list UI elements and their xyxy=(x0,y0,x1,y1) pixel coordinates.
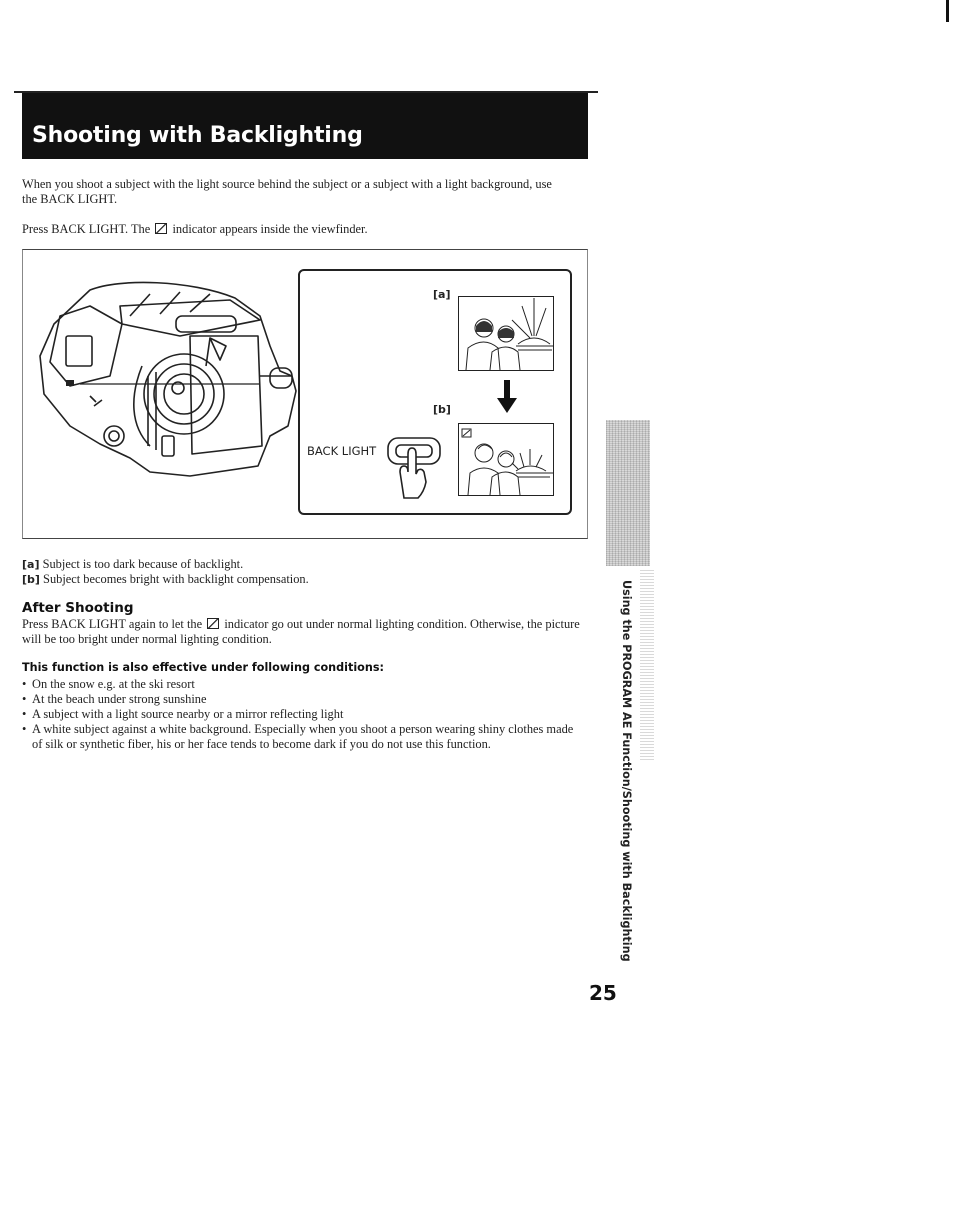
caption-b xyxy=(22,572,582,587)
conditions-list xyxy=(22,677,582,752)
list-item: • At the beach under strong sunshine xyxy=(22,692,582,707)
header-bar xyxy=(22,93,588,159)
after-text-after: indicator go out under normal lighting condition. Otherwise, the picture will be too bright under normal lighting condition. xyxy=(22,617,580,646)
section-tab-label xyxy=(620,580,634,962)
after-text-before: Press BACK LIGHT again to let the xyxy=(22,617,203,631)
backlight-button-label: BACK LIGHT xyxy=(307,444,377,458)
press-text-before: Press BACK LIGHT. The xyxy=(22,222,151,236)
intro-paragraph: When you shoot a subject with the light source behind the subject or a subject with a light background, use the BACK LIGHT. xyxy=(22,177,552,206)
backlight-indicator-icon xyxy=(207,618,219,629)
list-item: • A white subject against a white background. Especially when you shoot a person wearing shiny clothes made of silk or synthetic fiber, his or her face tends to become dark if you do not use this function. xyxy=(22,722,582,752)
backlight-indicator-icon xyxy=(155,223,167,234)
caption-a-text: Subject is too dark because of backlight. xyxy=(42,557,244,571)
list-item: • On the snow e.g. at the ski resort xyxy=(22,677,582,692)
after-shooting-heading: After Shooting xyxy=(22,600,134,616)
scene-b-bright-subject xyxy=(458,423,554,497)
caption-a xyxy=(22,557,582,572)
page-corner-mark xyxy=(946,0,949,22)
label-b: [b] xyxy=(433,403,451,416)
after-shooting-paragraph xyxy=(22,617,582,647)
page-number: 25 xyxy=(589,981,617,1005)
section-tab-edge xyxy=(640,570,654,760)
conditions-heading: This function is also effective under following conditions: xyxy=(22,661,384,674)
press-text-after: indicator appears inside the viewfinder. xyxy=(172,222,368,236)
figure-captions xyxy=(22,557,582,587)
down-arrow-icon xyxy=(496,380,518,414)
backlight-button-press-illustration xyxy=(384,436,444,500)
section-tab-text: Using the PROGRAM AE Function/Shooting with Backlighting xyxy=(620,580,633,962)
page-title: Shooting with Backlighting xyxy=(32,123,363,148)
caption-b-key: [b] xyxy=(22,573,40,586)
label-a: [a] xyxy=(433,288,451,301)
camcorder-illustration xyxy=(30,276,302,486)
scene-a-dark-subject xyxy=(458,296,554,372)
list-item: • A subject with a light source nearby or a mirror reflecting light xyxy=(22,707,582,722)
press-instruction xyxy=(22,222,582,237)
section-tab-shading xyxy=(606,420,650,566)
caption-a-key: [a] xyxy=(22,558,40,571)
caption-b-text: Subject becomes bright with backlight compensation. xyxy=(43,572,309,586)
